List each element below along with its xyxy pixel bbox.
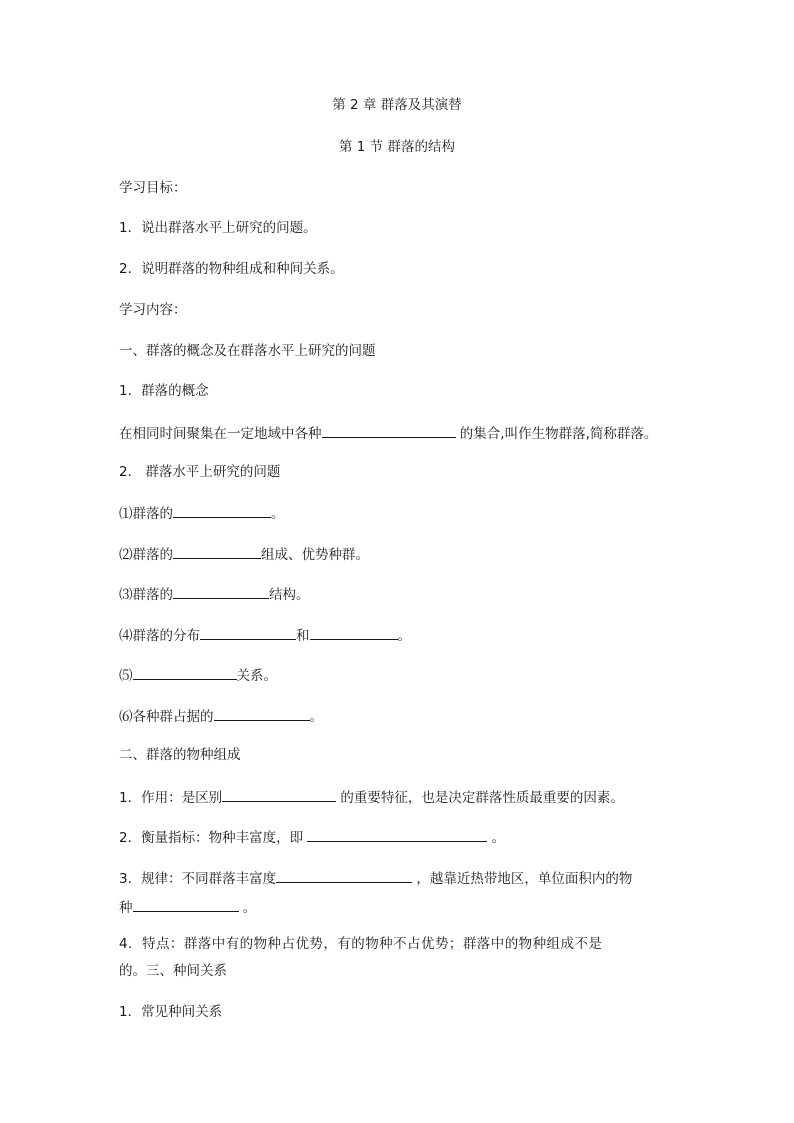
part2-point-3-cont <box>119 897 256 917</box>
part1-heading: 一、群落的概念及在群落水平上研究的问题 <box>119 343 376 359</box>
fill-blank[interactable] <box>276 868 412 883</box>
point-text: 种 <box>119 900 133 916</box>
fill-blank[interactable] <box>173 584 269 599</box>
point-text: 1．作用：是区别 <box>119 790 223 806</box>
item-label: ⑵群落的 <box>119 547 173 563</box>
item-label: ⑹各种群占据的 <box>119 709 214 725</box>
concept-pre: 在相同时间聚集在一定地域中各种 <box>119 426 322 442</box>
fill-blank[interactable] <box>173 503 271 518</box>
fill-blank[interactable] <box>200 625 296 640</box>
goal-2: 2．说明群落的物种组成和种间关系。 <box>119 261 344 277</box>
question-item-1 <box>119 503 285 523</box>
part2-point-4-cont: 的。三、种间关系 <box>119 963 227 979</box>
fill-blank[interactable] <box>133 665 237 680</box>
question-item-6 <box>119 706 323 726</box>
point-text: ，越靠近热带地区，单位面积内的物 <box>412 871 633 887</box>
item-label: ⑸ <box>119 668 133 684</box>
chapter-title: 第 2 章 群落及其演替 <box>332 97 462 113</box>
point-text: 。 <box>238 900 257 916</box>
concept-post: 的集合,叫作生物群落,简称群落。 <box>455 426 658 442</box>
point-text: 2．衡量指标：物种丰富度，即 <box>119 830 308 846</box>
question-item-2 <box>119 544 369 564</box>
content-heading: 学习内容： <box>119 302 187 318</box>
part2-point-4: 4．特点：群落中有的物种占优势，有的物种不占优势；群落中的物种组成不是 <box>119 936 603 952</box>
part1-sub1-heading: 1．群落的概念 <box>119 383 209 399</box>
fill-blank[interactable] <box>133 897 239 912</box>
fill-blank[interactable] <box>214 706 310 721</box>
item-label: ⑶群落的 <box>119 587 173 603</box>
point-text: 3．规律：不同群落丰富度 <box>119 871 277 887</box>
point-text: 。 <box>487 830 506 846</box>
fill-blank[interactable] <box>310 625 398 640</box>
part2-point-3 <box>119 868 632 888</box>
part1-sub2-heading: 2． 群落水平上研究的问题 <box>119 464 281 480</box>
item-suffix: 。 <box>271 506 285 522</box>
item-label: ⑷群落的分布 <box>119 628 200 644</box>
goals-heading: 学习目标： <box>119 180 187 196</box>
item-conjunction: 和 <box>296 628 310 644</box>
fill-blank[interactable] <box>222 787 336 802</box>
section-title: 第 1 节 群落的结构 <box>339 139 455 155</box>
item-label: ⑴群落的 <box>119 506 173 522</box>
item-suffix: 结构。 <box>269 587 310 603</box>
item-suffix: 关系。 <box>236 668 277 684</box>
question-item-4 <box>119 625 411 645</box>
part2-point-2 <box>119 827 505 847</box>
part2-point-1 <box>119 787 624 807</box>
item-suffix: 。 <box>397 628 411 644</box>
concept-line <box>119 423 657 443</box>
part2-heading: 二、群落的物种组成 <box>119 747 241 763</box>
question-item-5 <box>119 665 277 685</box>
point-text: 的重要特征，也是决定群落性质最重要的因素。 <box>336 790 624 806</box>
fill-blank[interactable] <box>173 544 261 559</box>
goal-1: 1．说出群落水平上研究的问题。 <box>119 220 317 236</box>
fill-blank[interactable] <box>307 827 487 842</box>
item-suffix: 组成、优势种群。 <box>261 547 369 563</box>
fill-blank[interactable] <box>322 423 456 438</box>
question-item-3 <box>119 584 310 604</box>
part3-sub1-heading: 1．常见种间关系 <box>119 1004 223 1020</box>
item-suffix: 。 <box>309 709 323 725</box>
